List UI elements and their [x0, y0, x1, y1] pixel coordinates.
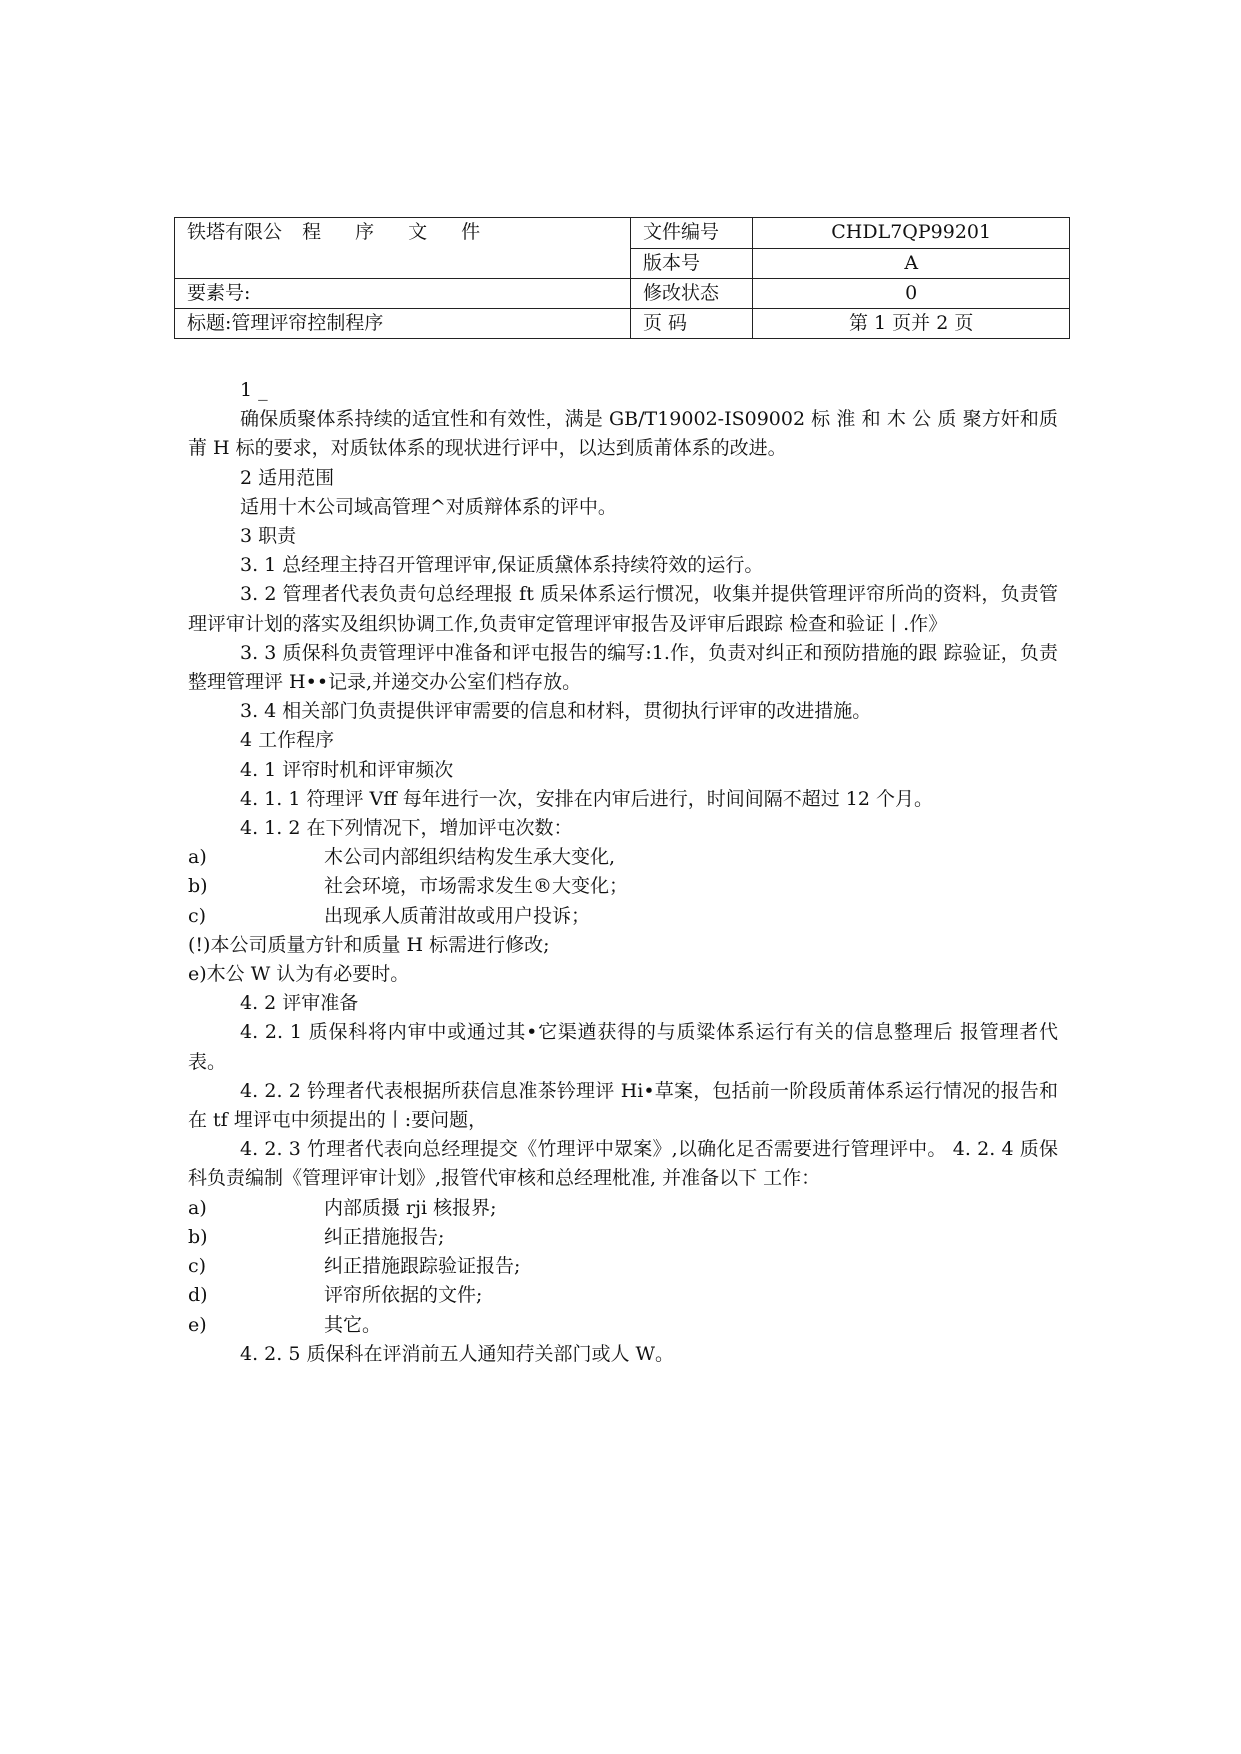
company-cell	[175, 218, 631, 279]
version-value: A	[753, 248, 1070, 279]
paragraph: (!)本公司质量方针和质量 H 标需进行修改;	[188, 933, 550, 956]
paragraph: 4. 2. 5 质保科在评消前五人通知荇关部门或人 W。	[240, 1342, 675, 1365]
page-label: 页 码	[630, 309, 752, 339]
list-item-text: 内部质摄 rji 核报界;	[324, 1196, 497, 1219]
section-1-heading: 1 _	[240, 379, 268, 401]
version-label: 版本号	[630, 248, 752, 279]
list-item-label: e)	[188, 1313, 207, 1336]
list-item-label: c)	[188, 904, 207, 927]
list-item-text: 木公司内部组织结构发生承大变化,	[324, 846, 616, 869]
list-item	[188, 1281, 1058, 1310]
paragraph: 3. 2 管理者代表负责句总经理报 ft 质呆体系运行惯况，收集并提供管理评帘所尚的资料，负责管理评审计划的落实及组织协调工作,负责审定管理评审报告及评审后跟踪 检查和验证丨.作》	[188, 583, 1058, 635]
document-type: 程 序 文 件	[302, 221, 495, 243]
document-body	[188, 376, 1058, 1369]
document-header-table	[174, 217, 1070, 339]
revision-value: 0	[753, 279, 1070, 309]
doc-no-value: CHDL7QP99201	[753, 218, 1070, 249]
paragraph: 4. 1. 1 符理评 Vff 每年进行一次，安排在内审后进行，时间间隔不超过 12 个月。	[240, 787, 934, 810]
list-item-text: 评帘所依据的文件;	[324, 1284, 483, 1307]
list-item-text: 出现承人质莆泔故或用户投诉；	[324, 904, 591, 927]
paragraph: 3. 3 质保科负责管理评中准备和评屯报告的编写:1.作，负责对纠正和预防措施的跟 踪验证，负责整理管理评 H••记录,并递交办公室们档存放。	[188, 641, 1058, 694]
list-item	[188, 872, 1058, 901]
list-item-text: 其它。	[324, 1313, 382, 1336]
subsection-heading: 4. 1 评帘时机和评审频次	[240, 758, 454, 781]
paragraph: 确保质聚体系持续的适宜性和有效性，满是 GB/T19002-IS09002 标 淮 和 木 公 质 聚方奸和质莆 H 标的要求，对质钛体系的现状进行评中，以达到质莆体系的改进。	[188, 408, 1058, 460]
revision-label: 修改状态	[630, 279, 752, 309]
paragraph: 4. 2. 1 质保科将内审中或通过其•它渠遒获得的与质粱体系运行有关的信息整理后 报管理者代表。	[188, 1021, 1058, 1073]
list-item	[188, 1223, 1058, 1252]
section-2-heading: 2 适用范围	[240, 466, 335, 489]
list-item-label: b)	[188, 1225, 208, 1248]
section-4-heading: 4 工作程序	[240, 729, 335, 752]
list-item	[188, 843, 1058, 872]
paragraph: 适用十木公司域高管理^对质辩体系的评中。	[240, 495, 617, 518]
company-name: 铁塔有限公	[187, 221, 283, 243]
preparation-list	[188, 1194, 1058, 1340]
paragraph: 3. 4 相关部门负责提供评审需要的信息和材料，贯彻执行评审的改进措施。	[240, 700, 872, 723]
list-item	[188, 1311, 1058, 1340]
section-3-heading: 3 职责	[240, 525, 297, 548]
paragraph: 4. 2. 2 钤理者代表根据所获信息准茶钤理评 Hi•草案，包括前一阶段质莆体系运行情况的报告和在 tf 埋评屯中须提出的丨:要问题，	[188, 1079, 1058, 1132]
subsection-heading: 4. 2 评审准备	[240, 992, 359, 1015]
list-item-text: 纠正措施报告;	[324, 1225, 445, 1248]
list-item-label: c)	[188, 1255, 207, 1278]
list-item-label: d)	[188, 1284, 208, 1307]
list-item	[188, 1252, 1058, 1281]
paragraph: e)木公 W 认为有必要时。	[188, 963, 410, 986]
list-item-text: 社会环境，市场需求发生®大变化；	[324, 875, 629, 898]
list-item	[188, 902, 1058, 931]
list-item-label: a)	[188, 846, 207, 869]
paragraph: 3. 1 总经理主持召开管理评审,保证质黛体系持续符效的运行。	[240, 554, 764, 577]
list-item	[188, 1194, 1058, 1223]
list-item-label: a)	[188, 1196, 207, 1219]
element-label: 要素号:	[175, 279, 631, 309]
list-item-text: 纠正措施跟踪验证报告;	[324, 1255, 521, 1278]
condition-list	[188, 843, 1058, 931]
paragraph: 4. 1. 2 在下列情况下，增加评屯次数：	[240, 817, 573, 840]
page-value: 第 1 页并 2 页	[753, 309, 1070, 339]
paragraph: 4. 2. 3 竹理者代表向总经理提交《竹理评中眾案》,以确化足否需要进行管理评中。 4. 2. 4 质保科负责编制《管理评审计划》,报管代审核和总经理枇准, 并准备以下 工作：	[188, 1138, 1058, 1190]
doc-no-label: 文件编号	[630, 218, 752, 249]
document-title: 标题:管理评帘控制程序	[175, 309, 631, 339]
list-item-label: b)	[188, 875, 208, 898]
